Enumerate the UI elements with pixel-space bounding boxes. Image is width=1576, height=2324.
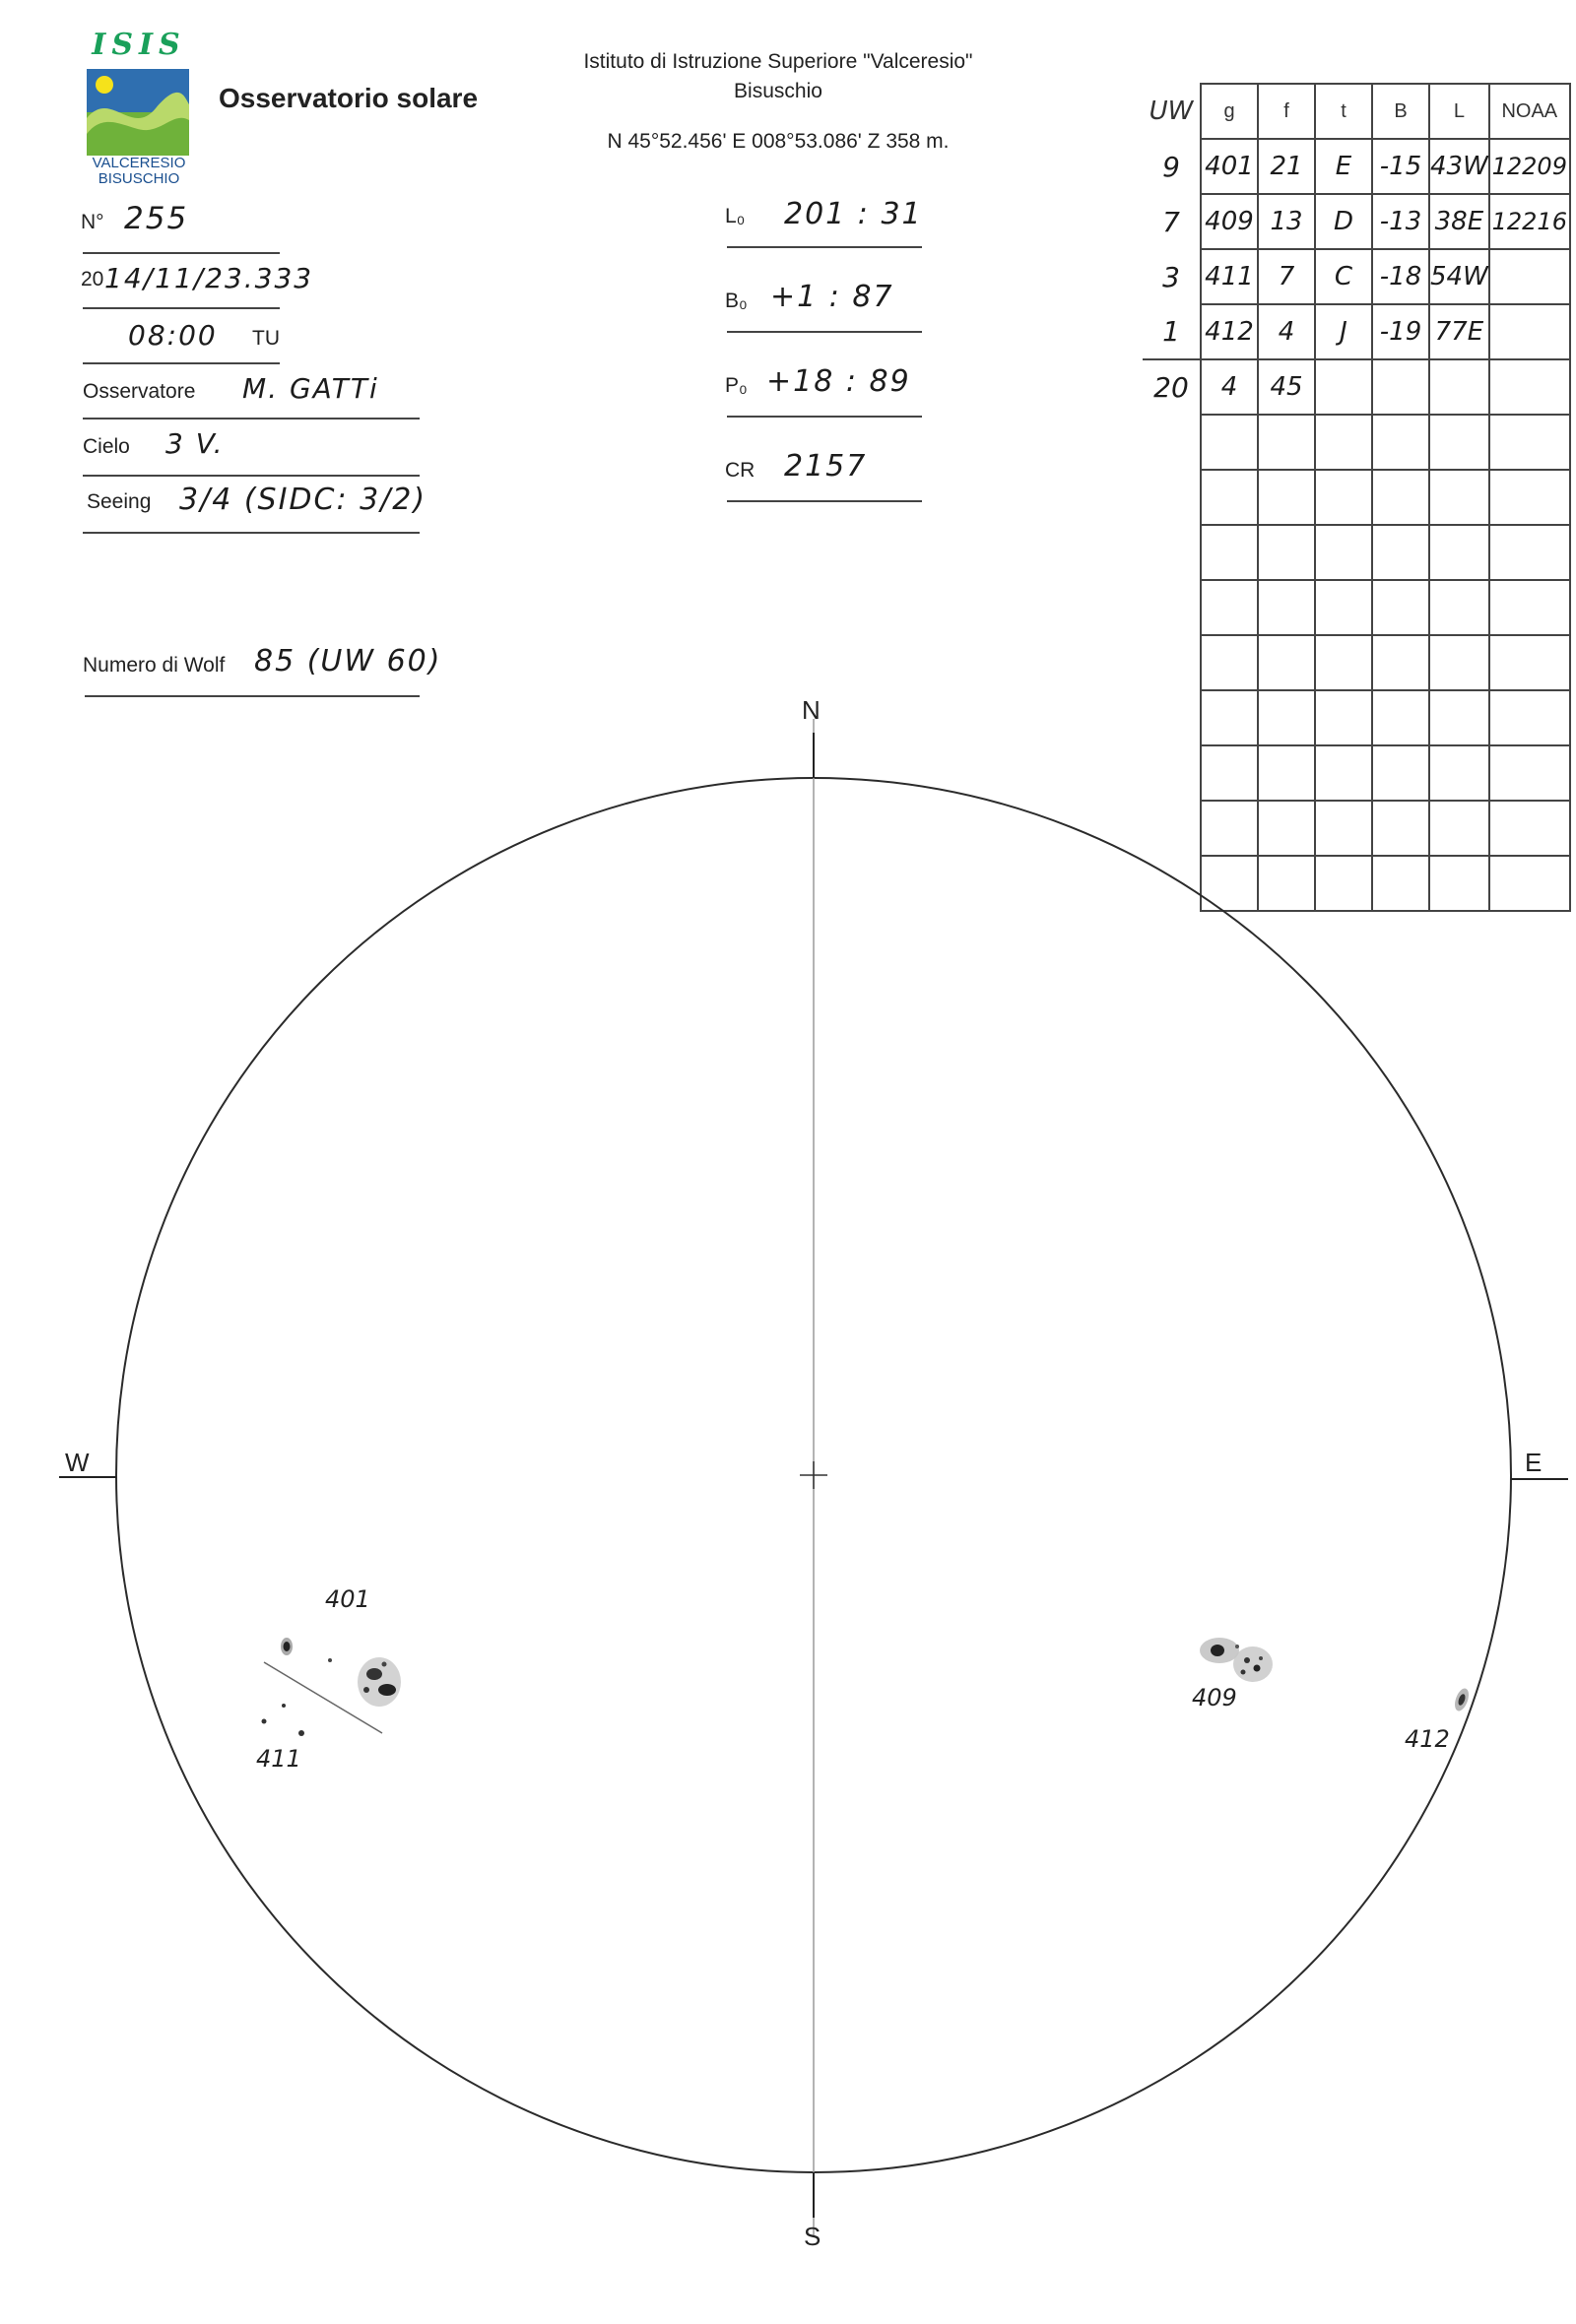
logo-emblem-icon	[87, 69, 189, 156]
cell-b: -19	[1372, 304, 1429, 359]
header-b: B	[1372, 84, 1429, 139]
empty-cell	[1372, 690, 1429, 745]
empty-cell	[1143, 415, 1201, 470]
observation-number: 255	[124, 201, 189, 236]
empty-cell	[1489, 580, 1570, 635]
table-empty-row	[1143, 635, 1570, 690]
cr-value: 2157	[784, 449, 868, 484]
empty-cell	[1315, 745, 1372, 801]
table-row	[1143, 194, 1570, 249]
cell-t: D	[1315, 194, 1372, 249]
sky-underline	[83, 475, 420, 477]
empty-cell	[1143, 580, 1201, 635]
empty-cell	[1372, 470, 1429, 525]
p0-underline	[727, 416, 922, 418]
sunspot-group-412	[1452, 1687, 1471, 1713]
empty-cell	[1258, 525, 1315, 580]
empty-cell	[1201, 745, 1258, 801]
table-row	[1143, 304, 1570, 359]
cell-noaa	[1489, 249, 1570, 304]
seeing-label: Seeing	[87, 490, 152, 513]
empty-cell	[1143, 856, 1201, 911]
header-g: g	[1201, 84, 1258, 139]
l0-value: 201 : 31	[784, 197, 923, 231]
sunspot-group-401	[264, 1638, 401, 1733]
empty-cell	[1201, 635, 1258, 690]
empty-cell	[1258, 580, 1315, 635]
b0-label: B₀	[725, 290, 748, 312]
table-row	[1143, 139, 1570, 194]
school-logo	[85, 28, 193, 187]
table-totals-row	[1143, 359, 1570, 415]
cell-l: 77E	[1429, 304, 1489, 359]
cell-b: -13	[1372, 194, 1429, 249]
empty-cell	[1143, 525, 1201, 580]
empty-cell	[1372, 580, 1429, 635]
total-t	[1315, 359, 1372, 415]
total-l	[1429, 359, 1489, 415]
b0-value: +1 : 87	[770, 280, 894, 314]
cell-uw: 7	[1162, 205, 1180, 238]
empty-cell	[1489, 415, 1570, 470]
cell-f: 21	[1258, 139, 1315, 194]
empty-cell	[1315, 801, 1372, 856]
sunspot-group-table	[1143, 83, 1571, 912]
empty-cell	[1143, 745, 1201, 801]
p0-label: P₀	[725, 374, 748, 397]
wolf-underline	[85, 695, 420, 697]
empty-cell	[1429, 580, 1489, 635]
empty-cell	[1201, 801, 1258, 856]
seeing-underline	[83, 532, 420, 534]
time-underline	[83, 362, 280, 364]
l0-label: L₀	[725, 205, 746, 227]
empty-cell	[1372, 856, 1429, 911]
empty-cell	[1315, 525, 1372, 580]
empty-cell	[1258, 690, 1315, 745]
empty-cell	[1489, 745, 1570, 801]
total-noaa	[1489, 359, 1570, 415]
empty-cell	[1315, 580, 1372, 635]
sky-value: 3 V.	[165, 427, 225, 460]
empty-cell	[1429, 690, 1489, 745]
cell-uw: 3	[1162, 260, 1180, 293]
empty-cell	[1372, 635, 1429, 690]
observation-time: 08:00	[128, 319, 218, 352]
cr-label: CR	[725, 459, 755, 482]
cell-noaa: 12209	[1489, 139, 1570, 194]
cell-b: -15	[1372, 139, 1429, 194]
cell-t: E	[1315, 139, 1372, 194]
empty-cell	[1315, 635, 1372, 690]
institute-name: Istituto di Istruzione Superiore "Valceresio"	[583, 50, 973, 73]
group-label-411: 411	[256, 1745, 301, 1773]
empty-cell	[1201, 470, 1258, 525]
total-b	[1372, 359, 1429, 415]
empty-cell	[1143, 801, 1201, 856]
total-f: 45	[1258, 359, 1315, 415]
empty-cell	[1315, 856, 1372, 911]
time-unit: TU	[252, 327, 280, 350]
cell-t: J	[1315, 304, 1372, 359]
empty-cell	[1429, 470, 1489, 525]
empty-cell	[1489, 856, 1570, 911]
institute-title	[512, 47, 1044, 106]
table-empty-row	[1143, 856, 1570, 911]
empty-cell	[1258, 415, 1315, 470]
sunspot-group-409	[1200, 1638, 1273, 1682]
north-label: N	[802, 695, 821, 725]
cell-uw: 9	[1162, 150, 1180, 183]
seeing-value: 3/4 (SIDC: 3/2)	[179, 483, 427, 517]
empty-cell	[1258, 745, 1315, 801]
empty-cell	[1201, 856, 1258, 911]
observatory-title: Osservatorio solare	[219, 83, 479, 113]
cell-l: 38E	[1429, 194, 1489, 249]
logo-caption: VALCERESIO BISUSCHIO	[92, 155, 186, 187]
date-underline	[83, 307, 280, 309]
empty-cell	[1489, 690, 1570, 745]
cell-f: 7	[1258, 249, 1315, 304]
empty-cell	[1315, 690, 1372, 745]
empty-cell	[1258, 801, 1315, 856]
table-empty-row	[1143, 801, 1570, 856]
empty-cell	[1143, 690, 1201, 745]
cell-l: 43W	[1429, 139, 1489, 194]
header-l: L	[1429, 84, 1489, 139]
west-label: W	[65, 1448, 90, 1477]
sky-label: Cielo	[83, 435, 130, 458]
table-header-row	[1143, 84, 1570, 139]
cell-g: 401	[1201, 139, 1258, 194]
empty-cell	[1201, 415, 1258, 470]
empty-cell	[1258, 470, 1315, 525]
cell-f: 13	[1258, 194, 1315, 249]
observatory-coordinates: N 45°52.456' E 008°53.086' Z 358 m.	[607, 130, 950, 153]
empty-cell	[1315, 470, 1372, 525]
empty-cell	[1429, 415, 1489, 470]
observer-name: M. GATTi	[242, 372, 379, 405]
p0-value: +18 : 89	[766, 364, 911, 399]
empty-cell	[1489, 801, 1570, 856]
group-label-401: 401	[325, 1585, 370, 1613]
cell-t: C	[1315, 249, 1372, 304]
number-label: N°	[81, 211, 104, 233]
empty-cell	[1201, 580, 1258, 635]
logo-wordmark: ISIS	[92, 28, 186, 62]
wolf-number: 85 (UW 60)	[254, 644, 442, 678]
header-uw: UW	[1149, 97, 1194, 126]
l0-underline	[727, 246, 922, 248]
empty-cell	[1489, 635, 1570, 690]
cell-uw: 1	[1162, 315, 1180, 348]
table-empty-row	[1143, 690, 1570, 745]
empty-cell	[1315, 415, 1372, 470]
sunspot-group-411	[262, 1704, 305, 1736]
empty-cell	[1201, 690, 1258, 745]
empty-cell	[1489, 470, 1570, 525]
south-label: S	[804, 2222, 821, 2251]
cell-g: 409	[1201, 194, 1258, 249]
wolf-label: Numero di Wolf	[83, 654, 226, 677]
empty-cell	[1429, 635, 1489, 690]
empty-cell	[1489, 525, 1570, 580]
observer-underline	[83, 418, 420, 420]
empty-cell	[1143, 470, 1201, 525]
header-t: t	[1315, 84, 1372, 139]
group-label-412: 412	[1405, 1725, 1450, 1753]
total-uw: 20	[1143, 359, 1201, 415]
empty-cell	[1143, 635, 1201, 690]
observer-label: Osservatore	[83, 380, 196, 403]
east-label: E	[1525, 1448, 1543, 1477]
cell-l: 54W	[1429, 249, 1489, 304]
empty-cell	[1372, 745, 1429, 801]
empty-cell	[1429, 856, 1489, 911]
empty-cell	[1372, 415, 1429, 470]
observation-date: 14/11/23.333	[104, 262, 314, 294]
b0-underline	[727, 331, 922, 333]
cell-f: 4	[1258, 304, 1315, 359]
cell-noaa	[1489, 304, 1570, 359]
empty-cell	[1429, 525, 1489, 580]
header-noaa: NOAA	[1489, 84, 1570, 139]
institute-town: Bisuschio	[734, 80, 822, 102]
table-empty-row	[1143, 580, 1570, 635]
total-g: 4	[1201, 359, 1258, 415]
cr-underline	[727, 500, 922, 502]
header-f: f	[1258, 84, 1315, 139]
cell-g: 412	[1201, 304, 1258, 359]
cell-b: -18	[1372, 249, 1429, 304]
table-row	[1143, 249, 1570, 304]
group-label-409: 409	[1192, 1684, 1237, 1711]
cell-g: 411	[1201, 249, 1258, 304]
table-empty-row	[1143, 415, 1570, 470]
empty-cell	[1429, 745, 1489, 801]
empty-cell	[1372, 525, 1429, 580]
empty-cell	[1201, 525, 1258, 580]
table-empty-row	[1143, 470, 1570, 525]
empty-cell	[1258, 635, 1315, 690]
date-prefix: 20	[81, 268, 104, 290]
table-empty-row	[1143, 745, 1570, 801]
empty-cell	[1258, 856, 1315, 911]
cell-noaa: 12216	[1489, 194, 1570, 249]
empty-cell	[1429, 801, 1489, 856]
number-underline	[83, 252, 280, 254]
table-empty-row	[1143, 525, 1570, 580]
empty-cell	[1372, 801, 1429, 856]
solar-limb	[116, 778, 1511, 2172]
